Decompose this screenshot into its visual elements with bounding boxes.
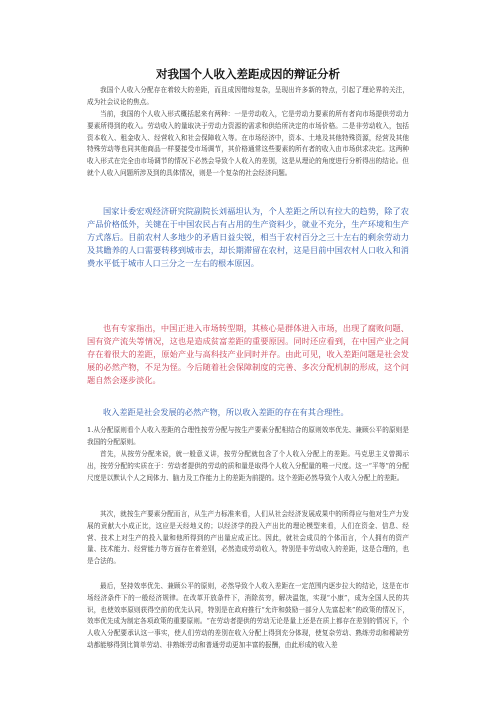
intro-paragraph-1: 我国个人收入分配存在着较大的差距，而且成因错综复杂，呈现出许多新的特点，引起了理论界的关注，成为社会议论的焦点。 bbox=[87, 86, 409, 106]
body-paragraph-2: 首先，从按劳分配来说，就一般意义讲，按劳分配就包含了个人收入分配上的差距。马克思主义曾揭示出，按劳分配的实质在于：劳动者提供的劳动的质和量是取得个人收入分配量的唯一尺度。这一“平等”的分配尺度是以默认个人之间体力、脑力及工作能力上的差距为前提的。这个差距必然导致个人收入分配上的差距。 bbox=[87, 450, 409, 482]
section-heading: 收入差距是社会发展的必然产物，所以收入差距的存在有其合理性。 bbox=[103, 407, 349, 417]
intro-paragraph-2: 当前，我国的个人收入形式概括起来有两种：一是劳动收入，它是劳动力要素的所有者向市场提供劳动力要素所得到的收入。劳动收入的量取决于劳动力资源的需求和供给所决定的市场价格。二是非劳动收入，包括资本收入、租金收入、经营收入和社会保障收入等。在市场经济中，资本、土地及其他特殊资源，经营及其他特殊劳动等也同其他商品一样要接受市场调节，其价格通常这些要素的所有者的收入由市场供求决定。这两种收入形式在完全由市场调节的情况下必然会导致个人收入的差别，这是从理论的角度进行分析得出的结论。但就个人收入问题所涉及到的具体情况，则是一个复杂的社会经济问题。 bbox=[87, 110, 409, 177]
quote-paragraph-red: 也有专家指出，中国正进入市场转型期，其核心是群体进入市场，出现了腐败问题、国有资产流失等情况，这也是造成贫富差距的重要原因。同时还应看到，在中国产业之间存在着很大的差距，原始产业与高科技产业同时并存。由此可见，收入差距问题是社会发展的必然产物，不足为怪。今后随着社会保障制度的完善、多次分配机制的形成，这个问题自然会逐步淡化。 bbox=[87, 323, 409, 386]
body-paragraph-4: 最后，坚持效率优先、兼顾公平的原则，必然导致个人收入差距在一定范围内逐步拉大的结论，这是在市场经济条件下的一般经济规律。在改革开放条件下，消除贫穷，解决温饱，实现“小康”，成为全国人民的共识，也使效率原则获得空前的优先认同，特别是在政府推行“允许和鼓励一部分人先富起来”的政策的情况下，效率优先成为制定各项政策的重要原则。“在劳动者提供的劳动无论是量上还是在质上都存在差别的情况下，个人收入分配要承认这一事实，使人们劳动的差别在收入分配上得到充分体现，使复杂劳动、熟练劳动和稀缺劳动都能够得到比简单劳动、非熟练劳动和普通劳动更加丰富的报酬，由此形成的收入差 bbox=[87, 582, 409, 649]
body-paragraph-3: 其次，就按生产要素分配而言，从生产力标准来看，人们从社会经济发展成果中的所得应与他对生产力发展的贡献大小成正比，这应是天经地义的；以经济学的投入产出比的理论模型来看，人们在资金、信息、经营、技术上对生产的投入量和他所得到的产出量应成正比。因此，就社会成员的个体而言，个人拥有的资产量、技术能力、经营能力等方面存在着差别，必然造成劳动收入，特别是非劳动收入的差距，这是合理的，也是合法的。 bbox=[87, 510, 409, 566]
quote-paragraph-blue: 国家计委宏观经济研究院副院长刘福坦认为，个人差距之所以有拉大的趋势，除了农产品价格低外，关键在于中国农民占有占用的生产资料少，就业不充分，生产环境和生产方式落后。目前农村人多地少的矛盾日益尖锐，相当于农村百分之三十左右的剩余劳动力及其瞻养的人口需要转移到城市去，却长期滞留在农村，这是目前中国农村人口收入和消费水平低于城市人口三分之一左右的根本原因。 bbox=[87, 206, 409, 269]
document-title: 对我国个人收入差距成因的辩证分析 bbox=[156, 67, 340, 81]
body-paragraph-1: 1.从分配原则看个人收入差距的合理性按劳分配与按生产要素分配相结合的原则效率优先、兼顾公平的原则是我国的分配原则。 bbox=[87, 426, 409, 446]
